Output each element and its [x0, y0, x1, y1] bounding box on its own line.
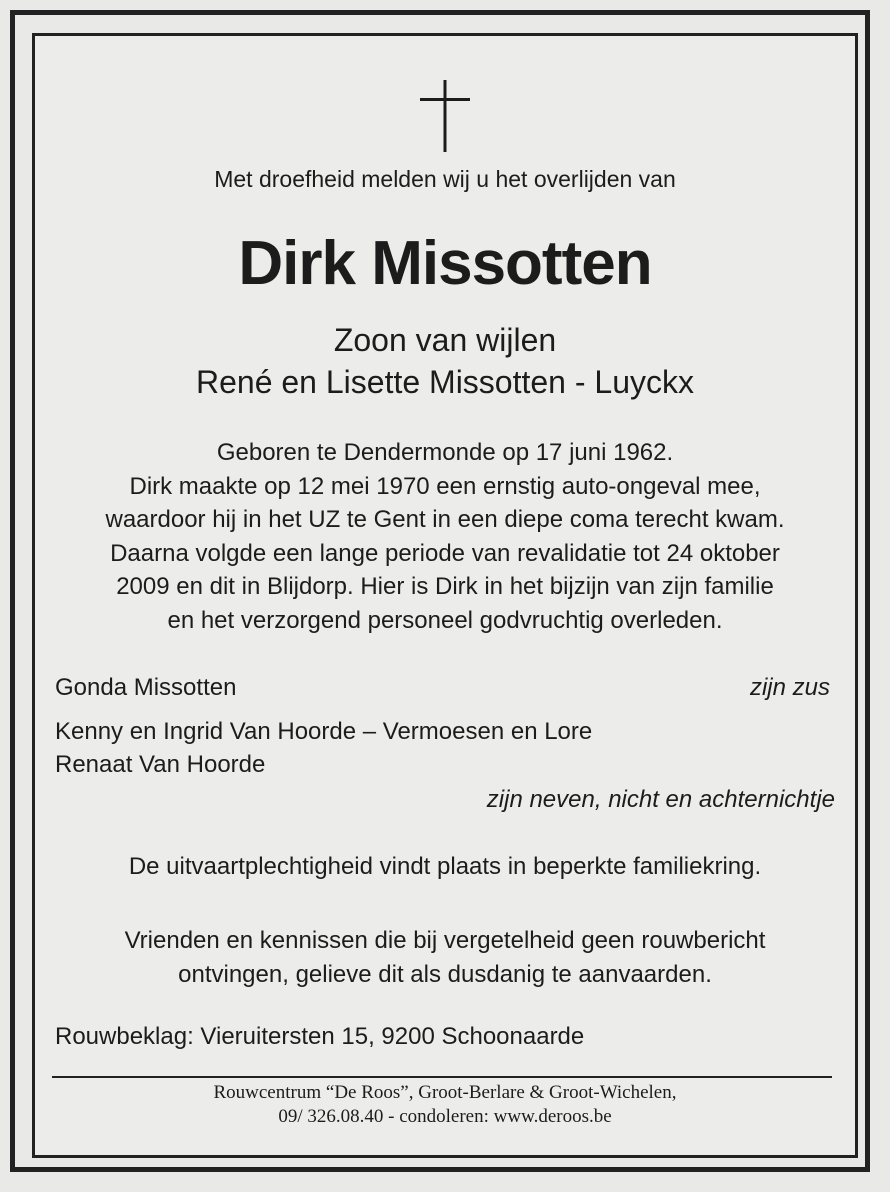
- family-line-1: Kenny en Ingrid Van Hoorde – Vermoesen en Lore: [55, 718, 593, 745]
- ceremony-text: De uitvaartplechtigheid vindt plaats in beperkte familiekring.: [128, 853, 762, 880]
- cross-icon: [420, 80, 470, 152]
- friends-line: ontvingen, gelieve dit als dusdanig te aanvaarden.: [178, 960, 712, 988]
- friends-line: Vrienden en kennissen die bij vergetelheid geen rouwbericht: [124, 927, 766, 954]
- deceased-name: Dirk Missotten: [238, 229, 652, 298]
- bio-line: 2009 en dit in Blijdorp. Hier is Dirk in het bijzijn van zijn familie: [116, 573, 774, 600]
- sibling-role: zijn zus: [749, 674, 830, 701]
- parents-line-1: Zoon van wijlen: [333, 322, 557, 358]
- footer-line-1: Rouwcentrum “De Roos”, Groot-Berlare & Groot-Wichelen,: [213, 1082, 677, 1103]
- footer-divider: [52, 1076, 832, 1078]
- family-role: zijn neven, nicht en achternichtje: [486, 786, 835, 813]
- bio-line: Geboren te Dendermonde op 17 juni 1962.: [216, 439, 674, 466]
- family-line-2: Renaat Van Hoorde: [55, 751, 266, 778]
- friends-note: [0, 924, 890, 991]
- sibling-name: Gonda Missotten: [55, 674, 237, 701]
- biography: [0, 436, 890, 637]
- condolence-address: Rouwbeklag: Vieruitersten 15, 9200 Schoonaarde: [55, 1023, 585, 1050]
- funeral-home-footer: [0, 1081, 890, 1129]
- intro-text: Met droefheid melden wij u het overlijden van: [214, 166, 676, 192]
- bio-line: Dirk maakte op 12 mei 1970 een ernstig auto-ongeval mee,: [129, 472, 761, 500]
- bio-line: Daarna volgde een lange periode van revalidatie tot 24 oktober: [110, 539, 780, 567]
- bio-line: en het verzorgend personeel godvruchtig overleden.: [167, 606, 723, 634]
- footer-line-2: 09/ 326.08.40 - condoleren: www.deroos.be: [278, 1106, 612, 1127]
- parents-line-2: René en Lisette Missotten - Luyckx: [195, 364, 694, 400]
- bio-line: waardoor hij in het UZ te Gent in een diepe coma terecht kwam.: [105, 506, 785, 533]
